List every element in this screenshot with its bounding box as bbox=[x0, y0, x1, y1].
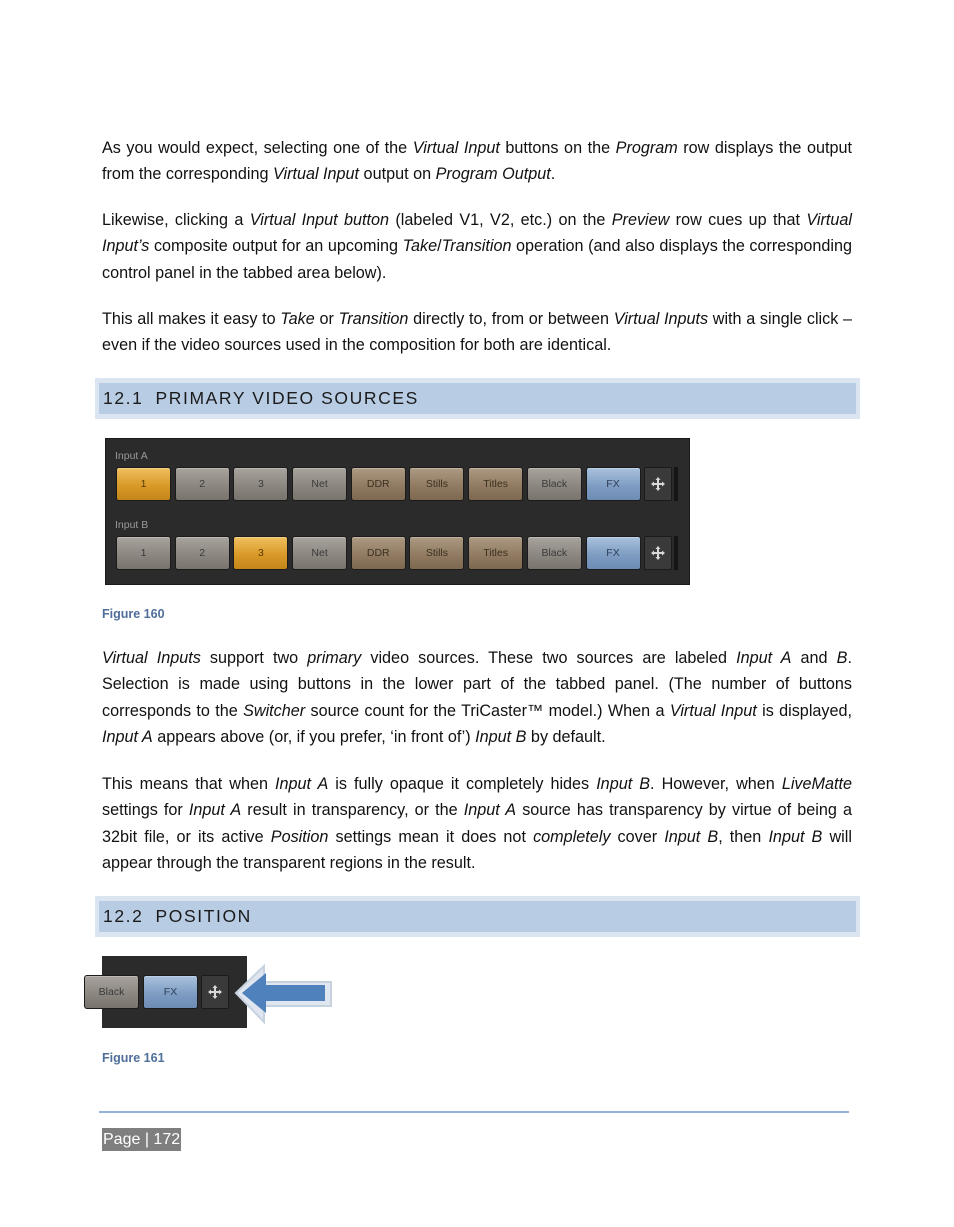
black-button[interactable]: Black bbox=[84, 975, 139, 1009]
input-a-source-1-button[interactable]: 1 bbox=[116, 467, 171, 501]
text-run-italic: Position bbox=[270, 827, 329, 846]
text-run-italic: Input A bbox=[736, 649, 792, 667]
text-run-italic: Virtual Input’s bbox=[102, 211, 852, 256]
text-run: As you would expect, selecting one of the bbox=[102, 139, 413, 157]
input-a-button-row bbox=[116, 467, 678, 503]
text-run-italic: Virtual Inputs bbox=[613, 310, 709, 328]
text-run-italic: primary bbox=[307, 649, 362, 667]
text-run-italic: Virtual Inputs bbox=[102, 649, 201, 667]
text-run: source count for the TriCaster™ model.) When a bbox=[305, 701, 670, 720]
move-icon-glyph bbox=[650, 476, 666, 492]
text-run: This all makes it easy to bbox=[102, 310, 281, 328]
text-run-italic: Input B bbox=[664, 827, 719, 846]
text-run-italic: Transition bbox=[338, 310, 409, 328]
row-edge bbox=[674, 467, 678, 501]
page-number-badge: Page | 172 bbox=[102, 1128, 181, 1151]
text-run-italic: Program Output bbox=[435, 165, 551, 184]
paragraph-take-transition bbox=[102, 306, 852, 359]
text-run-italic: Take bbox=[280, 310, 315, 328]
text-run: This means that when bbox=[102, 775, 276, 793]
text-run-italic: Input B bbox=[596, 775, 651, 793]
input-b-net-button[interactable]: Net bbox=[292, 536, 347, 570]
text-run: output on bbox=[359, 165, 436, 184]
text-run-italic: Virtual Input bbox=[412, 139, 500, 157]
section-number: 12.2 bbox=[103, 906, 144, 926]
text-run: directly to, from or between bbox=[408, 310, 614, 328]
figure-161-caption: Figure 161 bbox=[102, 1051, 165, 1065]
text-run-italic: Preview bbox=[611, 211, 670, 229]
text-run-italic: Virtual Input bbox=[669, 701, 757, 720]
input-b-source-3-button[interactable]: 3 bbox=[233, 536, 288, 570]
text-run: Likewise, clicking a bbox=[102, 211, 250, 229]
input-a-ddr-button[interactable]: DDR bbox=[351, 467, 406, 501]
text-run-italic: LiveMatte bbox=[781, 775, 853, 793]
text-run-italic: Virtual Input button bbox=[249, 211, 390, 229]
text-run-italic: Take bbox=[402, 237, 438, 256]
text-run: / bbox=[437, 237, 442, 256]
paragraph-virtual-input-preview bbox=[102, 207, 852, 286]
input-a-label: Input A bbox=[115, 450, 148, 462]
text-run-italic: Input A bbox=[275, 775, 329, 793]
input-b-fx-button[interactable]: FX bbox=[586, 536, 641, 570]
text-run: source has transparency by virtue of being a 32bit file, or its active bbox=[102, 801, 853, 846]
move-icon-glyph bbox=[650, 545, 666, 561]
input-a-source-2-button[interactable]: 2 bbox=[175, 467, 230, 501]
input-b-source-1-button[interactable]: 1 bbox=[116, 536, 171, 570]
text-run-italic: Input B bbox=[475, 727, 527, 746]
text-run: video sources. These two sources are labeled bbox=[361, 649, 737, 667]
text-run: result in transparency, or the bbox=[241, 801, 464, 820]
text-run: . bbox=[550, 165, 556, 184]
paragraph-opacity bbox=[102, 771, 852, 876]
text-run-italic: Virtual Input bbox=[272, 165, 360, 184]
text-run: settings mean it does not bbox=[328, 827, 534, 846]
text-run: will appear through the transparent regions in the result. bbox=[102, 827, 852, 872]
input-b-button-row bbox=[116, 536, 678, 572]
text-run: . Selection is made using buttons in the lower part of the tabbed panel. (The number of buttons corresponds to the bbox=[102, 649, 852, 720]
text-run-italic: Input B bbox=[768, 827, 823, 846]
text-run: row cues up that bbox=[669, 211, 807, 229]
text-run: row displays the output from the corresponding bbox=[102, 139, 852, 184]
text-run-italic: Input A bbox=[102, 727, 153, 746]
input-a-titles-button[interactable]: Titles bbox=[468, 467, 523, 501]
text-run-italic: Input A bbox=[463, 801, 517, 820]
text-run-italic: Switcher bbox=[243, 701, 306, 720]
input-b-stills-button[interactable]: Stills bbox=[409, 536, 464, 570]
text-run: operation (and also displays the corresponding control panel in the tabbed area below). bbox=[102, 237, 852, 282]
text-run-italic: Input A bbox=[188, 801, 242, 820]
text-run: composite output for an upcoming bbox=[149, 237, 403, 256]
text-run-italic: B bbox=[836, 649, 848, 667]
input-b-black-button[interactable]: Black bbox=[527, 536, 582, 570]
text-run: settings for bbox=[102, 801, 189, 820]
move-icon[interactable] bbox=[644, 536, 672, 570]
input-b-source-2-button[interactable]: 2 bbox=[175, 536, 230, 570]
input-a-source-3-button[interactable]: 3 bbox=[233, 467, 288, 501]
input-a-net-button[interactable]: Net bbox=[292, 467, 347, 501]
text-run-italic: completely bbox=[533, 827, 611, 846]
section-number: 12.1 bbox=[103, 388, 144, 408]
text-run: is fully opaque it completely hides bbox=[328, 775, 597, 793]
text-run: or bbox=[314, 310, 339, 328]
move-icon[interactable] bbox=[201, 975, 229, 1009]
input-b-titles-button[interactable]: Titles bbox=[468, 536, 523, 570]
text-run-italic: Program bbox=[615, 139, 678, 157]
input-a-black-button[interactable]: Black bbox=[527, 467, 582, 501]
section-heading-primary-video-sources bbox=[95, 378, 860, 419]
text-run: is displayed, bbox=[756, 701, 853, 720]
input-source-panel bbox=[105, 438, 690, 585]
row-edge bbox=[674, 536, 678, 570]
section-heading-band bbox=[99, 901, 856, 932]
section-title: POSITION bbox=[155, 906, 252, 926]
move-icon-glyph bbox=[207, 984, 223, 1000]
text-run: . However, when bbox=[650, 775, 782, 793]
move-icon[interactable] bbox=[644, 467, 672, 501]
text-run: support two bbox=[200, 649, 308, 667]
text-run: with a single click – even if the video sources used in the composition for both are identical. bbox=[102, 310, 853, 355]
input-b-label: Input B bbox=[115, 519, 149, 531]
text-run: (labeled V1, V2, etc.) on the bbox=[389, 211, 612, 229]
section-heading-band bbox=[99, 383, 856, 414]
fx-button[interactable]: FX bbox=[143, 975, 198, 1009]
text-run: by default. bbox=[526, 727, 606, 746]
text-run: , then bbox=[718, 827, 769, 846]
text-run-italic: Transition bbox=[441, 237, 512, 256]
left-arrow-icon bbox=[234, 962, 334, 1028]
section-heading-position bbox=[95, 896, 860, 937]
text-run: buttons on the bbox=[499, 139, 616, 157]
figure-160-caption: Figure 160 bbox=[102, 607, 165, 621]
input-a-fx-button[interactable]: FX bbox=[586, 467, 641, 501]
paragraph-virtual-input-program bbox=[102, 135, 852, 188]
text-run: appears above (or, if you prefer, ‘in front of’) bbox=[152, 727, 476, 746]
paragraph-primary-sources bbox=[102, 645, 852, 750]
position-button-crop bbox=[98, 956, 247, 1028]
section-title: PRIMARY VIDEO SOURCES bbox=[155, 388, 419, 408]
footer-rule bbox=[99, 1111, 849, 1113]
input-b-ddr-button[interactable]: DDR bbox=[351, 536, 406, 570]
text-run: and bbox=[791, 649, 837, 667]
input-a-stills-button[interactable]: Stills bbox=[409, 467, 464, 501]
text-run: cover bbox=[610, 827, 665, 846]
